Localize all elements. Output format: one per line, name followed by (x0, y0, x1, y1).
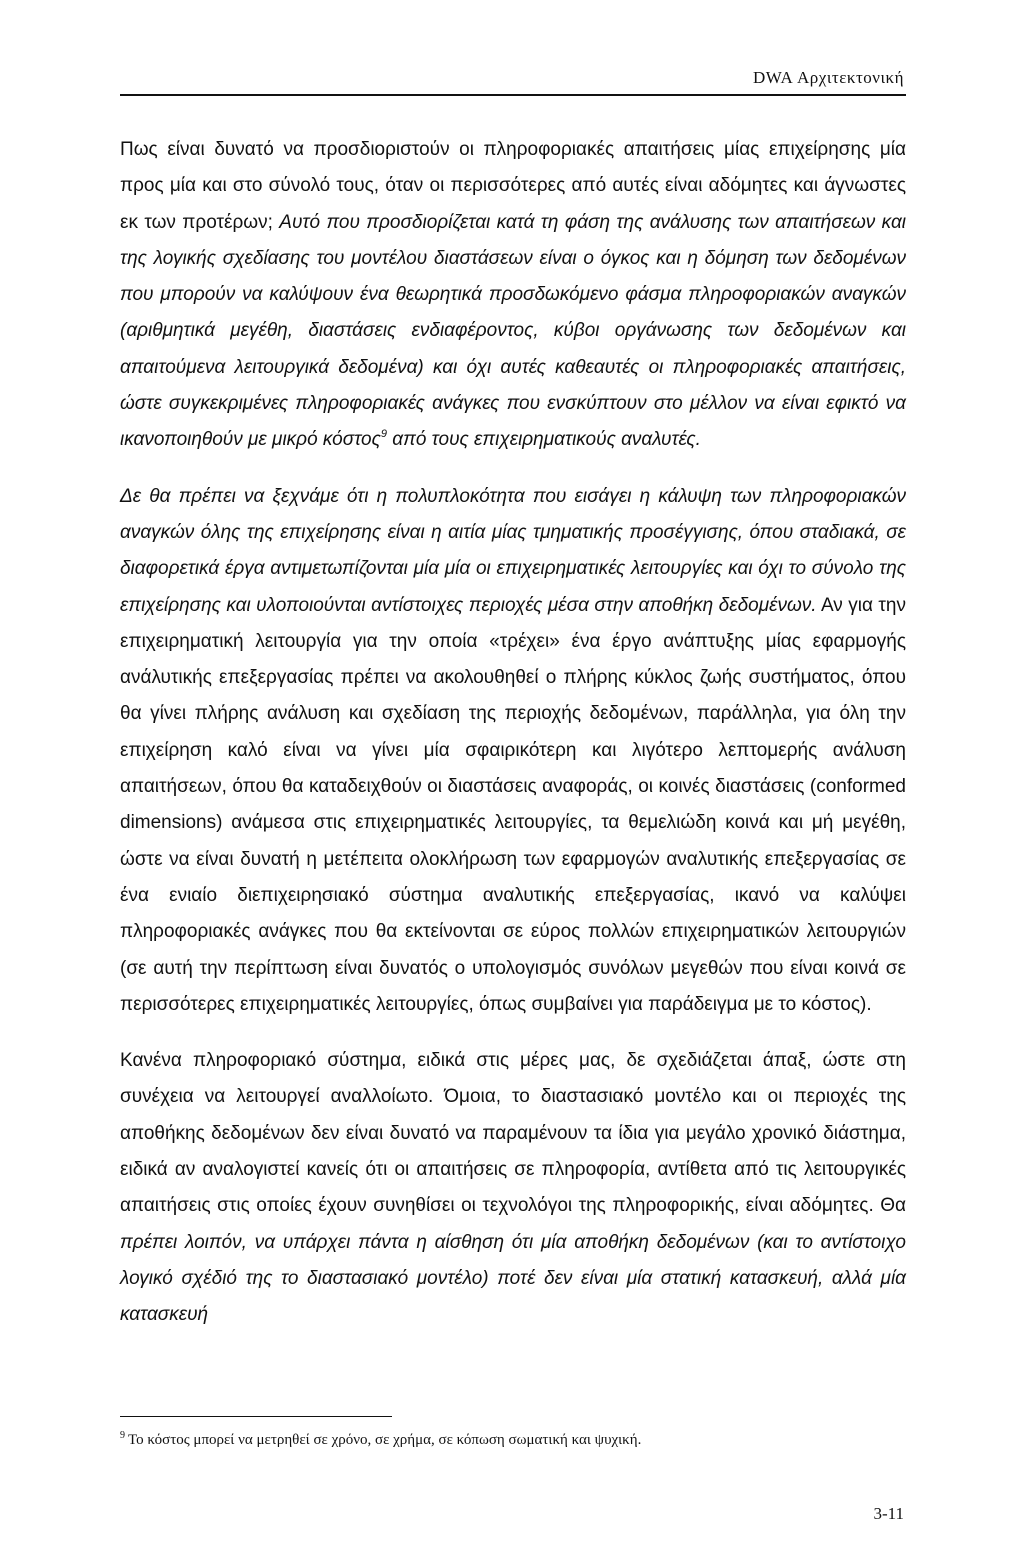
paragraph (120, 132, 906, 459)
footnote-reference: 9 (380, 428, 387, 441)
running-header-title: DWA Αρχιτεκτονική (753, 68, 904, 87)
italic-text-segment: Αυτό που προσδιορίζεται κατά τη φάση της ανάλυσης των απαιτήσεων και της λογικής σχεδίασης του μοντέλου διαστάσεων είναι ο όγκος και η δόμηση των δεδομένων που μπορούν να καλύψουν ένα θεωρητικά προσδωκόμενο φάσμα πληροφοριακών αναγκών (αριθμητικά μεγέθη, διαστάσεις ενδιαφέροντος, κύβοι οργάνωσης των δεδομένων και απαιτούμενα λειτουργικά δεδομένα) και όχι αυτές καθεαυτές οι πληροφοριακές απαιτήσεις, ώστε συγκεκριμένες πληροφοριακές ανάγκες που ενσκύπτουν στο μέλλον να είναι εφικτό να ικανοποιηθούν με μικρό κόστος (120, 211, 906, 451)
text-segment: Κανένα πληροφοριακό σύστημα, ειδικά στις μέρες μας, δε σχεδιάζεται άπαξ, ώστε στη συνέχεια να λειτουργεί αναλλοίωτο. Όμοια, το διαστασιακό μοντέλο και οι περιοχές της αποθήκης δεδομένων δεν είναι δυνατό να παραμένουν τα ίδια για μεγάλο χρονικό διάστημα, ειδικά αν αναλογιστεί κανείς ότι οι απαιτήσεις σε πληροφορία, αντίθετα από τις λειτουργικές απαιτήσεις στις οποίες έχουν συνηθίσει οι τεχνολόγοι της πληροφορικής, είναι αδόμητες. Θα (120, 1050, 906, 1217)
italic-text-segment: Δε θα πρέπει να ξεχνάμε ότι η πολυπλοκότητα που εισάγει η κάλυψη των πληροφοριακών αναγκών όλης της επιχείρησης είναι η αιτία μίας τμηματικής προσέγγισης, όπου σταδιακά, σε διαφορετικά έργα αντιμετωπίζονται μία μία οι επιχειρηματικές λειτουργίες και όχι το σύνολο της επιχείρησης και υλοποιούνται αντίστοιχες περιοχές μέσα στην αποθήκη δεδομένων. (120, 485, 906, 616)
footnote-marker: 9 (120, 1430, 125, 1441)
paragraph (120, 479, 906, 1023)
text-segment: Πως είναι δυνατό να προσδιοριστούν οι πληροφοριακές απαιτήσεις μίας επιχείρησης μία προς μία και στο σύνολό τους, όταν οι περισσότερες από αυτές είναι αδόμητες και άγνωστες εκ των προτέρων; (120, 139, 906, 233)
page-number: 3-11 (873, 1504, 904, 1523)
italic-text-segment: πρέπει λοιπόν, να υπάρχει πάντα η αίσθηση ότι μία αποθήκη δεδομένων (και το αντίστοιχο λογικό σχέδιό της το διαστασιακό μοντέλο) ποτέ δεν είναι μία στατική κατασκευή, αλλά μία κατασκευή (120, 1231, 906, 1326)
body-text (120, 132, 906, 1354)
footnote-text: Το κόστος μπορεί να μετρηθεί σε χρόνο, σε χρήμα, σε κόπωση σωματική και ψυχική. (128, 1432, 642, 1448)
footnote (120, 1432, 641, 1449)
page-header (120, 64, 906, 96)
footnote-divider (120, 1416, 392, 1417)
italic-text-segment: από τους επιχειρηματικούς αναλυτές. (386, 429, 701, 451)
text-segment: Αν για την επιχειρηματική λειτουργία για την οποία «τρέχει» ένα έργο ανάπτυξης μίας εφαρμογής ανάλυτικής επεξεργασίας πρέπει να ακολουθηθεί ο πλήρης κύκλος ζωής συστήματος, όπου θα γίνει πλήρης ανάλυση και σχεδίαση της περιοχής δεδομένων, παράλληλα, για όλη την επιχείρηση καλό είναι να γίνει μία σφαιρικότερη και λιγότερο λεπτομερής ανάλυση απαιτήσεων, όπου θα καταδειχθούν οι διαστάσεις αναφοράς, οι κοινές διαστάσεις (conformed dimensions) ανάμεσα στις επιχειρηματικές λειτουργίες, τα θεμελιώδη κοινά και μή μεγέθη, ώστε να είναι δυνατή η μετέπειτα ολοκλήρωση των εφαρμογών αναλυτικής επεξεργασίας σε ένα ενιαίο διεπιχειρησιακό σύστημα αναλυτικής επεξεργασίας, ικανό να καλύψει πληροφοριακές ανάγκες που θα εκτείνονται σε εύρος πολλών επιχειρηματικών λειτουργιών (σε αυτή την περίπτωση είναι δυνατός ο υπολογισμός συνόλων μεγεθών που είναι κοινά σε περισσότερες επιχειρηματικές λειτουργίες, όπως συμβαίνει για παράδειγμα με το κόστος). (120, 594, 906, 1015)
paragraph (120, 1043, 906, 1333)
